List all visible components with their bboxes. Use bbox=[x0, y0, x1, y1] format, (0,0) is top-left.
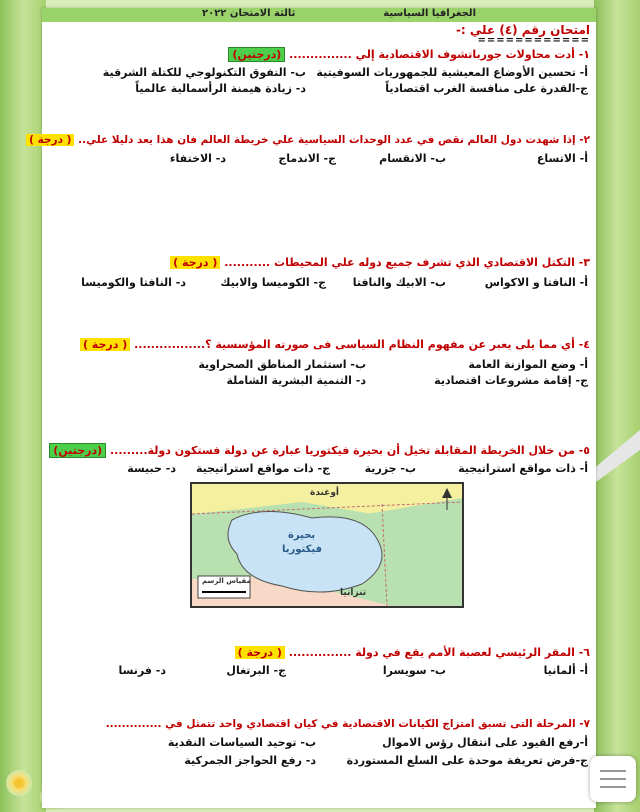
flower-decoration bbox=[6, 770, 32, 796]
question-text: ٢- إذا شهدت دول العالم نقص في عدد الوحدات السياسية علي خريطة العالم فان هذا يعد دليلا علي.. bbox=[78, 134, 590, 146]
option-a[interactable]: أ- تحسين الأوضاع المعيشية للجمهوريات السوفيتية bbox=[316, 66, 588, 79]
option-b[interactable]: ب- الانقسام bbox=[379, 152, 446, 165]
option-c[interactable]: ج- البرتغال bbox=[226, 664, 286, 677]
question-7 bbox=[48, 718, 590, 730]
option-c[interactable]: ج- الكوميسا والابيك bbox=[220, 276, 326, 289]
question-text: ٦- المقر الرئيسي لعصبة الأمم يقع في دولة ............... bbox=[288, 646, 590, 659]
option-a[interactable]: أ- النافتا و الاكواس bbox=[484, 276, 588, 289]
mark-badge: ( درجة ) bbox=[170, 256, 220, 269]
option-c[interactable]: ج- إقامة مشروعات اقتصادية bbox=[434, 374, 588, 387]
mark-badge: ( درجة ) bbox=[26, 134, 74, 146]
question-5 bbox=[48, 444, 590, 457]
option-a[interactable]: أ- ذات مواقع استراتيجية bbox=[458, 462, 588, 475]
map-label-south: تنزانيا bbox=[340, 588, 367, 598]
option-b[interactable]: ب- الابيك والنافتا bbox=[352, 276, 446, 289]
question-4 bbox=[48, 338, 590, 351]
question-2 bbox=[29, 134, 590, 146]
question-3 bbox=[48, 256, 590, 269]
option-a[interactable]: أ- ألمانيا bbox=[543, 664, 588, 677]
mark-badge: (درجتين) bbox=[228, 47, 285, 62]
map-label-north: أوغندة bbox=[310, 488, 340, 498]
exam-page bbox=[29, 8, 596, 808]
option-d[interactable]: د- رفع الحواجز الجمركية bbox=[184, 754, 316, 767]
question-1 bbox=[48, 48, 590, 61]
option-d[interactable]: د- التنمية البشرية الشاملة bbox=[226, 374, 366, 387]
question-text: ١- أدت محاولات جورباتشوف الاقتصادية إلي ............... bbox=[289, 48, 590, 61]
option-d[interactable]: د- الاختفاء bbox=[169, 152, 226, 165]
exam-title: امتحان رقم (٤) علي :- bbox=[455, 23, 590, 37]
option-b[interactable]: ب- سويسرا bbox=[382, 664, 446, 677]
question-text: ٤- أي مما يلى يعبر عن مفهوم النظام السياسى فى صورته المؤسسية ؟................. bbox=[134, 338, 590, 351]
option-b[interactable]: ب- توحيد السياسات النقدية bbox=[167, 736, 316, 749]
option-b[interactable]: ب- استثمار المناطق الصحراوية bbox=[198, 358, 366, 371]
decorative-frame-right bbox=[594, 0, 640, 812]
option-a[interactable]: أ-رفع القيود على انتقال رؤس الاموال bbox=[382, 736, 588, 749]
mark-badge: (درجتين) bbox=[49, 443, 106, 458]
mark-badge: ( درجة ) bbox=[235, 646, 285, 659]
option-a[interactable]: أ- الاتساع bbox=[536, 152, 588, 165]
option-b[interactable]: ب- جزرية bbox=[364, 462, 416, 475]
mark-badge: ( درجة ) bbox=[80, 338, 130, 351]
header-subject: الجغرافيا السياسية bbox=[383, 8, 476, 19]
option-c[interactable]: ج-القدرة على منافسة الغرب اقتصادياً bbox=[385, 82, 588, 95]
option-c[interactable]: ج-فرض تعريفة موحدة على السلع المستوردة bbox=[346, 754, 588, 767]
map-legend: مقياس الرسم bbox=[202, 577, 251, 585]
page-header bbox=[42, 8, 596, 22]
map-lake-label: فيكتوريا bbox=[282, 544, 323, 555]
question-6 bbox=[48, 646, 590, 659]
hamburger-icon bbox=[600, 768, 626, 790]
separator: ============ bbox=[477, 35, 590, 46]
decorative-frame-left bbox=[0, 0, 46, 812]
question-text: ٧- المرحلة التى تسبق امتزاج الكيانات الاقتصادية في كيان اقتصادي واحد تتمثل في .............. bbox=[105, 718, 590, 730]
option-d[interactable]: د- حبيسة bbox=[127, 462, 176, 475]
menu-button[interactable] bbox=[590, 756, 636, 802]
option-c[interactable]: ج- الاندماج bbox=[278, 152, 336, 165]
question-text: ٥- من خلال الخريطة المقابلة تخيل أن بحيرة فيكتوريا عبارة عن دولة فستكون دولة......... bbox=[109, 444, 590, 457]
option-d[interactable]: د- زيادة هيمنة الرأسمالية عالمياً bbox=[135, 82, 306, 95]
map-lake-label: بحيرة bbox=[288, 530, 316, 541]
option-c[interactable]: ج- ذات مواقع استراتيجية bbox=[195, 462, 330, 475]
option-d[interactable]: د- النافتا والكوميسا bbox=[81, 276, 186, 289]
header-exam: ثالثة الامتحان ٢٠٢٢ bbox=[202, 8, 296, 19]
victoria-lake-map bbox=[190, 482, 464, 608]
question-text: ٣- التكتل الاقتصادي الذي تشرف جميع دوله علي المحيطات ........... bbox=[224, 256, 590, 269]
option-b[interactable]: ب- التفوق التكنولوجي للكتلة الشرقية bbox=[102, 66, 306, 79]
option-a[interactable]: أ- وضع الموازنة العامة bbox=[468, 358, 588, 371]
option-d[interactable]: د- فرنسا bbox=[118, 664, 166, 677]
